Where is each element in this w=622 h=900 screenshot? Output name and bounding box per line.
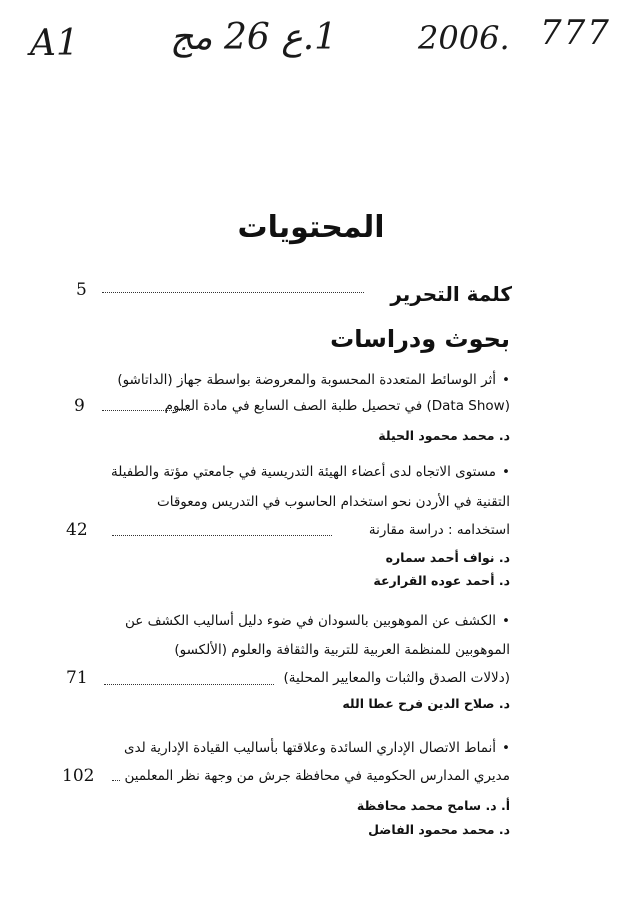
dotted-leader: [112, 535, 332, 536]
page-number: 42: [66, 520, 88, 540]
entry-title-line: • أنماط الاتصال الإداري السائدة وعلاقتها بأساليب القيادة الإدارية لدى: [124, 740, 510, 756]
section-title: بحوث ودراسات: [330, 325, 510, 353]
entry-title-line: (دلالات الصدق والثبات والمعايير المحلية): [283, 670, 510, 686]
handwritten-issue: 1.ع 26 مج: [170, 17, 338, 58]
handwritten-year: 2006.: [418, 19, 510, 57]
author-name: د. نواف أحمد سماره: [385, 550, 510, 565]
entry-title-line: • أثر الوسائط المتعددة المحسوبة والمعروضة بواسطة جهاز (الداتاشو): [117, 372, 510, 388]
handwritten-number: 777: [540, 13, 611, 53]
author-name: د. محمد محمود الفاضل: [368, 822, 510, 837]
entry-title-line: (Data Show) في تحصيل طلبة الصف السابع في مادة العلوم: [164, 398, 510, 414]
page-number: 71: [66, 668, 88, 688]
entry-title-line: • مستوى الاتجاه لدى أعضاء الهيئة التدريسية في جامعتي مؤتة والطفيلة: [111, 464, 510, 480]
page-number: 9: [74, 396, 85, 416]
author-name: د. محمد محمود الحيلة: [378, 428, 510, 443]
dotted-leader: [102, 292, 364, 293]
entry-title-line: • الكشف عن الموهوبين بالسودان في ضوء دليل أساليب الكشف عن: [125, 613, 510, 629]
author-name: د. صلاح الدين فرح عطا الله: [342, 696, 510, 711]
page-number: 102: [62, 766, 95, 786]
entry-title-line: استخدامه : دراسة مقارنة: [368, 522, 510, 538]
dotted-leader: [112, 780, 120, 781]
author-name: أ. د. سامح محمد محافظة: [356, 798, 510, 813]
entry-title-line: التقنية في الأردن نحو استخدام الحاسوب في التدريس ومعوقات: [157, 494, 510, 510]
dotted-leader: [102, 410, 190, 411]
page-title: المحتويات: [237, 210, 385, 245]
entry-title-line: الموهوبين للمنظمة العربية للتربية والثقافة والعلوم (الألكسو): [174, 642, 510, 658]
author-name: د. أحمد عوده القرارعة: [373, 573, 510, 588]
entry-title-line: مديري المدارس الحكومية في محافظة جرش من وجهة نظر المعلمين: [124, 768, 510, 784]
editorial-label: كلمة التحرير: [390, 282, 512, 306]
dotted-leader: [104, 684, 274, 685]
page-number: 5: [76, 280, 87, 300]
handwritten-code: A1: [30, 23, 79, 64]
